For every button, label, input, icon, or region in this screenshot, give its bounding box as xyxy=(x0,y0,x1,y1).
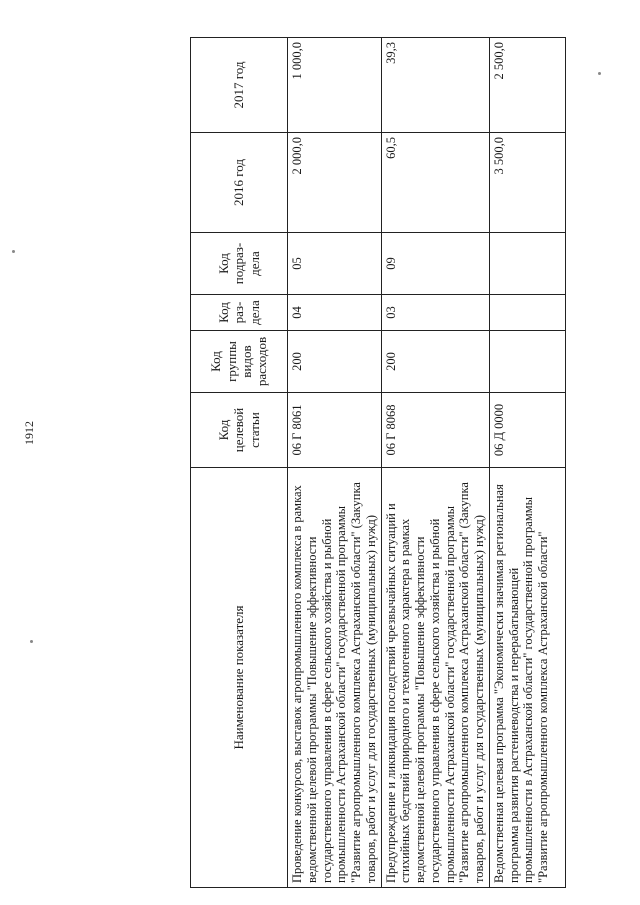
cell-group-code: 200 xyxy=(288,331,382,393)
cell-year-2016: 2 000,0 xyxy=(288,133,382,233)
header-group-code: Код группы видов расходов xyxy=(191,331,288,393)
cell-section-code: 04 xyxy=(288,295,382,331)
cell-target-code: 06 Д 0000 xyxy=(489,393,565,468)
cell-group-code xyxy=(489,331,565,393)
cell-year-2017: 39,3 xyxy=(381,38,489,133)
cell-name: Ведомственная целевая программа "Экономически значимая региональная программа развития растениеводства и перерабатывающей промышленности в Астраханской области" государственной программы "Развитие агропромышленного комплекса Астраханской области" xyxy=(489,468,565,888)
rotated-table-wrapper xyxy=(190,38,550,888)
cell-target-code: 06 Г 8061 xyxy=(288,393,382,468)
cell-year-2017: 1 000,0 xyxy=(288,38,382,133)
scan-speck xyxy=(30,640,33,643)
cell-section-code xyxy=(489,295,565,331)
cell-group-code: 200 xyxy=(381,331,489,393)
cell-subsection-code xyxy=(489,233,565,295)
table-header-row xyxy=(191,38,288,888)
table-row xyxy=(288,38,382,888)
scan-speck xyxy=(598,72,601,75)
table-row xyxy=(381,38,489,888)
cell-year-2016: 3 500,0 xyxy=(489,133,565,233)
header-year-2016: 2016 год xyxy=(191,133,288,233)
scan-speck xyxy=(12,250,15,253)
header-section-code: Код раз-дела xyxy=(191,295,288,331)
cell-target-code: 06 Г 8068 xyxy=(381,393,489,468)
cell-year-2017: 2 500,0 xyxy=(489,38,565,133)
page-number: 1912 xyxy=(22,421,36,445)
cell-section-code: 03 xyxy=(381,295,489,331)
cell-subsection-code: 09 xyxy=(381,233,489,295)
table-row xyxy=(489,38,565,888)
budget-table xyxy=(190,37,566,888)
header-target-code: Код целевой статьи xyxy=(191,393,288,468)
cell-name: Предупреждение и ликвидация последствий чрезвычайных ситуаций и стихийных бедствий природного и техногенного характера в рамках ведомственной целевой программы "Повышение эффективности государственного управления в сфере сельского хозяйства и рыбной промышленности Астраханской области" государственной программы "Развитие агропромышленного комплекса Астраханской области" (Закупка товаров, работ и услуг для государственных (муниципальных) нужд) xyxy=(381,468,489,888)
cell-subsection-code: 05 xyxy=(288,233,382,295)
cell-name: Проведение конкурсов, выставок агропромышленного комплекса в рамках ведомственной целевой программы "Повышение эффективности государственного управления в сфере сельского хозяйства и рыбной промышленности Астраханской области" государственной программы "Развитие агропромышленного комплекса Астраханской области" (Закупка товаров, работ и услуг для государственных (муниципальных) нужд) xyxy=(288,468,382,888)
header-subsection-code: Код подраз-дела xyxy=(191,233,288,295)
header-year-2017: 2017 год xyxy=(191,38,288,133)
cell-year-2016: 60,5 xyxy=(381,133,489,233)
header-name: Наименование показателя xyxy=(191,468,288,888)
